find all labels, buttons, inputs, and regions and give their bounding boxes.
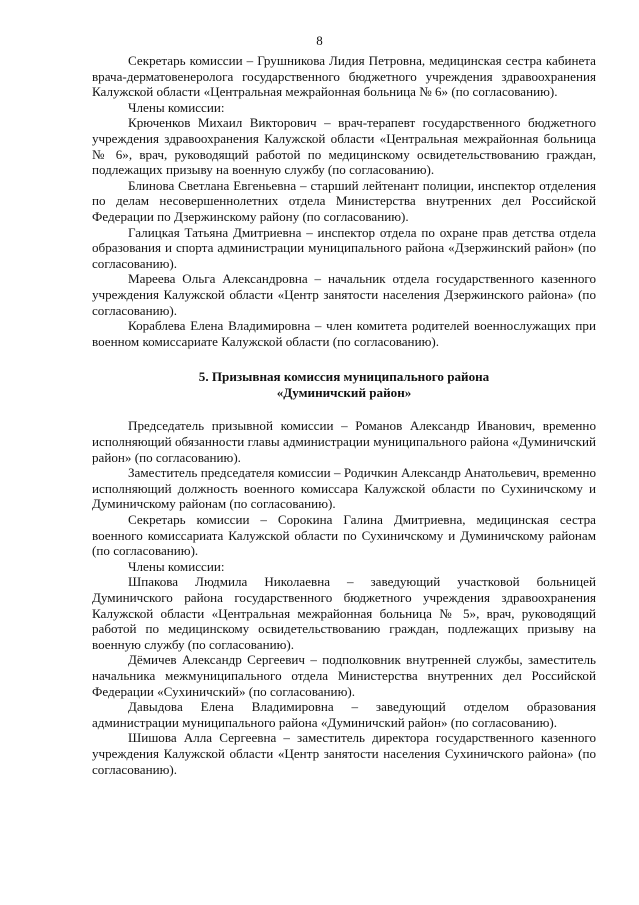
paragraph-members-label-1: Члены комиссии: — [128, 99, 225, 115]
paragraph-member-korableva: Кораблева Елена Владимировна – член комитета родителей военнослужащих при военном комиссариате Калужской области (по согласованию). — [92, 318, 596, 349]
paragraph-secretary-2: Секретарь комиссии – Сорокина Галина Дмитриевна, медицинская сестра военного комиссариата Калужской области по Сухиничскому и Думиничскому районам (по согласованию). — [92, 512, 596, 559]
paragraph-member-shpakova: Шпакова Людмила Николаевна – заведующий участковой больницей Думиничского района государственного бюджетного учреждения здравоохранения Калужской области «Центральная межрайонная больница № 5», врач, руководящий работой по медицинскому освидетельствованию граждан, подлежащих призыву на военную службу (по согласованию). — [92, 574, 596, 652]
paragraph-members-label-2: Члены комиссии: — [128, 558, 225, 574]
paragraph-member-davydova: Давыдова Елена Владимировна – заведующий отделом образования администрации муниципального района «Думиничский район» (по согласованию). — [92, 699, 596, 730]
paragraph-member-blinova: Блинова Светлана Евгеньевна – старший лейтенант полиции, инспектор отделения по делам несовершеннолетних отдела Министерства внутренних дел Российской Федерации по Дзержинскому району (по согласованию). — [92, 177, 596, 224]
paragraph-member-kryuchenkov: Крюченков Михаил Викторович – врач-терапевт государственного бюджетного учреждения здравоохранения Калужской области «Центральная межрайонная больница № 6», врач, руководящий работой по медицинскому освидетельствованию граждан, подлежащих призыву на военную службу (по согласованию). — [92, 115, 596, 178]
section-heading-line-1: 5. Призывная комиссия муниципального района — [198, 369, 490, 385]
paragraph-member-galitskaya: Галицкая Татьяна Дмитриевна – инспектор отдела по охране прав детства отдела образования и спорта администрации муниципального района «Дзержинский район» (по согласованию). — [92, 224, 596, 271]
paragraph-deputy-chairman: Заместитель председателя комиссии – Родичкин Александр Анатольевич, временно исполняющий должность военного комиссара Калужской области по Сухиничскому и Думиничскому районам (по согласованию). — [92, 465, 596, 512]
paragraph-chairman: Председатель призывной комиссии – Романов Александр Иванович, временно исполняющий обязанности главы администрации муниципального района «Думиничский район» (по согласованию). — [92, 418, 596, 465]
paragraph-member-shishova: Шишова Алла Сергеевна – заместитель директора государственного казенного учреждения Калужской области «Центр занятости населения Сухиничского района» (по согласованию). — [92, 730, 596, 777]
paragraph-secretary-1: Секретарь комиссии – Грушникова Лидия Петровна, медицинская сестра кабинета врача-дерматовенеролога государственного бюджетного учреждения здравоохранения Калужской области «Центральная межрайонная больница № 6» (по согласованию). — [92, 53, 596, 100]
section-heading-line-2: «Думиничский район» — [276, 384, 412, 400]
section-heading — [92, 369, 596, 400]
paragraph-member-demichev: Дёмичев Александр Сергеевич – подполковник внутренней службы, заместитель начальника межмуниципального отдела Министерства внутренних дел Российской Федерации «Сухиничский» (по согласованию). — [92, 652, 596, 699]
document-body — [92, 53, 596, 777]
paragraph-member-mareeva: Мареева Ольга Александровна – начальник отдела государственного казенного учреждения Калужской области «Центр занятости населения Дзержинского района» (по согласованию). — [92, 271, 596, 318]
page-number: 8 — [316, 33, 323, 48]
